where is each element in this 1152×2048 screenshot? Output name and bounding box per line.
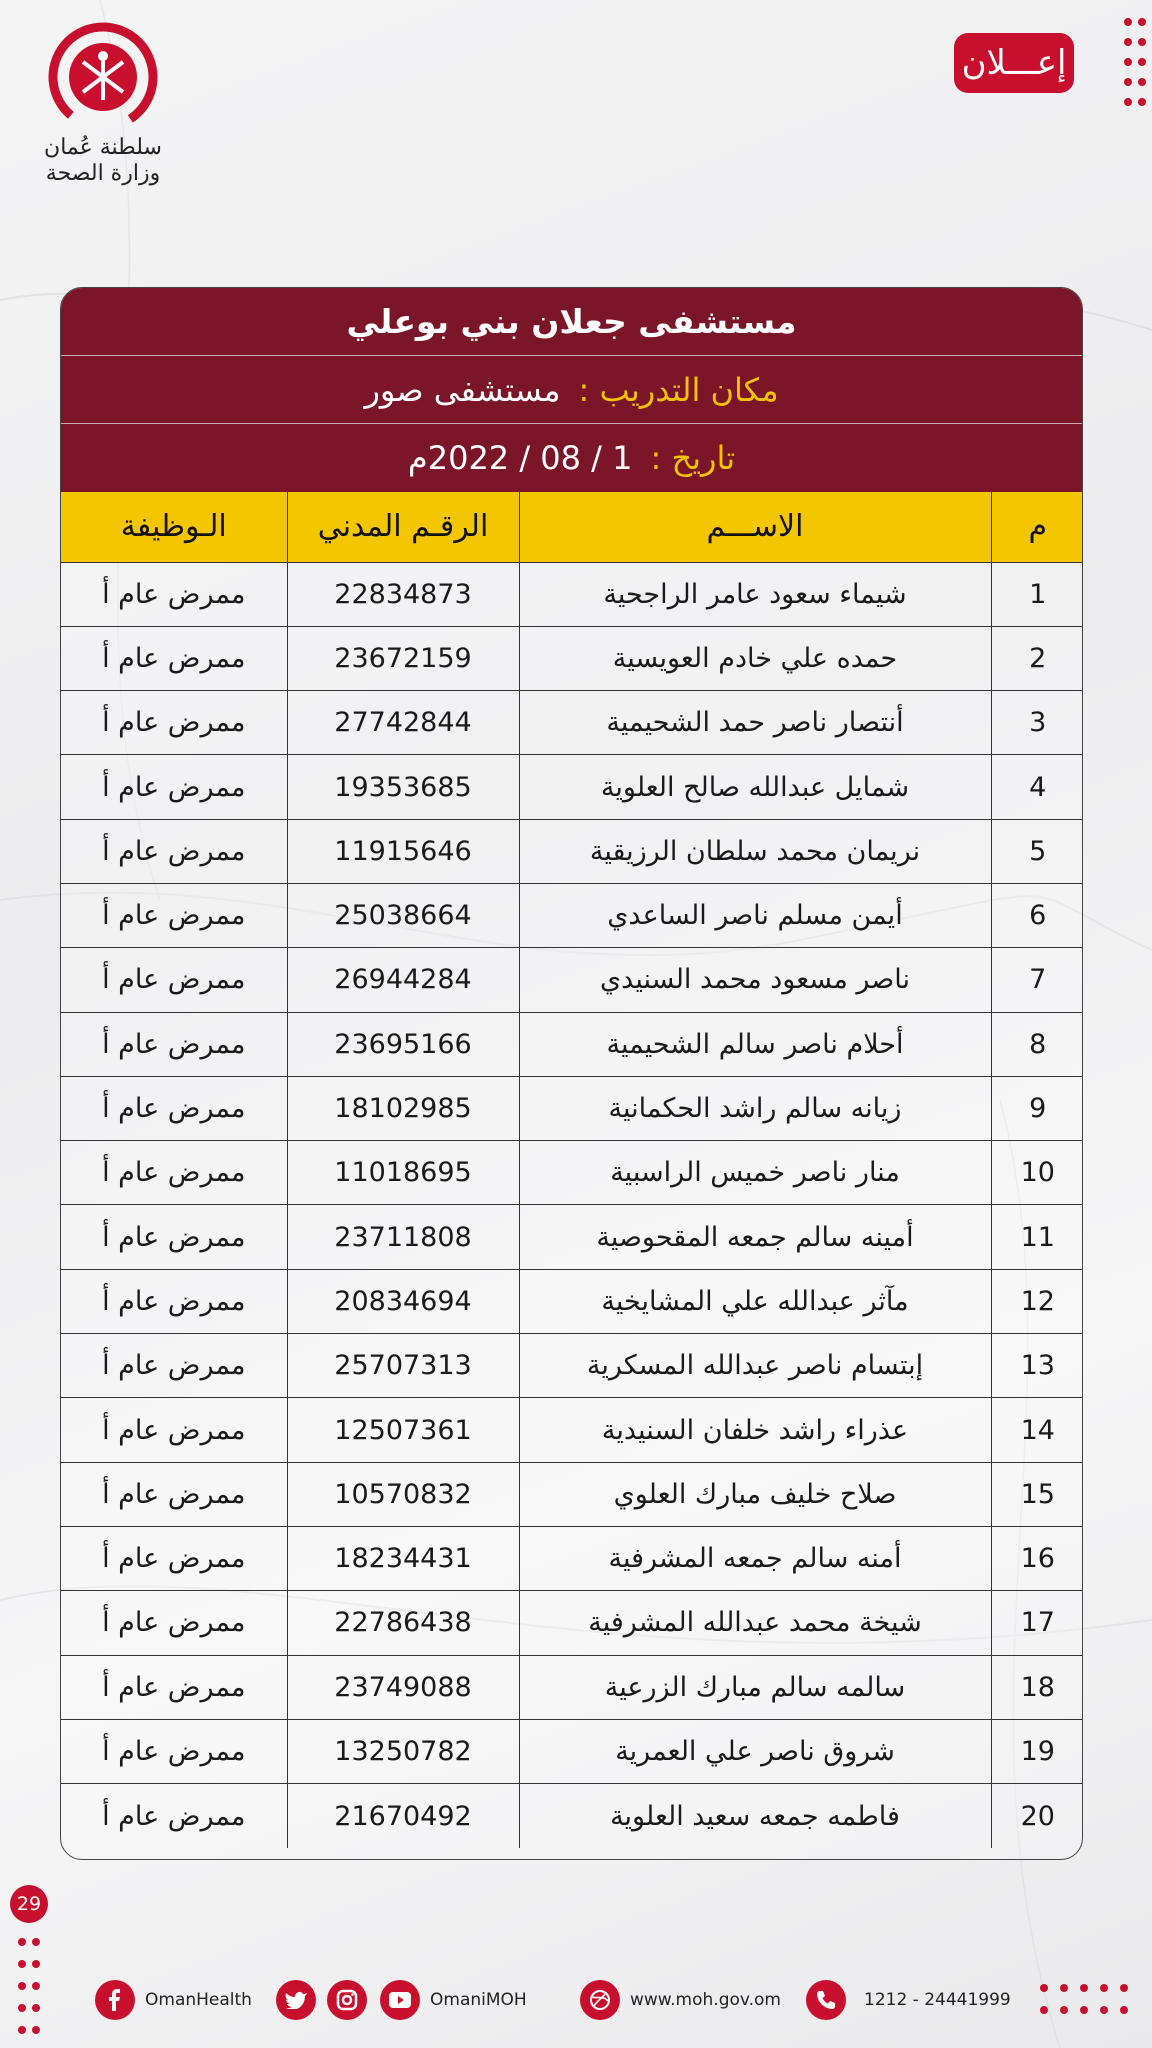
table-row xyxy=(61,1269,1083,1333)
date-row xyxy=(61,424,1082,492)
cell-name: ناصر مسعود محمد السنيدي xyxy=(519,948,991,1012)
website-url: www.moh.gov.om xyxy=(630,1990,781,2010)
cell-name: شمايل عبدالله صالح العلوية xyxy=(519,755,991,819)
cell-job: ممرض عام أ xyxy=(61,1784,287,1848)
facebook-link[interactable] xyxy=(95,1978,252,2022)
table-row xyxy=(61,626,1083,690)
cell-job: ممرض عام أ xyxy=(61,1591,287,1655)
cell-name: عذراء راشد خلفان السنيدية xyxy=(519,1398,991,1462)
table-row xyxy=(61,1012,1083,1076)
youtube-icon xyxy=(380,1980,420,2020)
cell-index: 8 xyxy=(991,1012,1083,1076)
cell-index: 1 xyxy=(991,562,1083,626)
cell-index: 20 xyxy=(991,1784,1083,1848)
twitter-link[interactable] xyxy=(276,1978,316,2022)
cell-job: ممرض عام أ xyxy=(61,1462,287,1526)
header-job: الـوظيفة xyxy=(61,492,287,562)
cell-name: أحلام ناصر سالم الشحيمية xyxy=(519,1012,991,1076)
cell-job: ممرض عام أ xyxy=(61,1269,287,1333)
table-row xyxy=(61,883,1083,947)
phone-icon xyxy=(806,1980,846,2020)
table-row xyxy=(61,562,1083,626)
header-civil-id: الرقـم المدني xyxy=(287,492,519,562)
cell-civil-id: 19353685 xyxy=(287,755,519,819)
cell-name: مآثر عبدالله علي المشايخية xyxy=(519,1269,991,1333)
social-handle: OmaniMOH xyxy=(430,1990,527,2010)
table-row xyxy=(61,819,1083,883)
cell-job: ممرض عام أ xyxy=(61,755,287,819)
cell-civil-id: 27742844 xyxy=(287,691,519,755)
cell-name: صلاح خليف مبارك العلوي xyxy=(519,1462,991,1526)
cell-name: حمده علي خادم العويسية xyxy=(519,626,991,690)
cell-index: 6 xyxy=(991,883,1083,947)
footer-bar xyxy=(0,1978,1152,2028)
cell-job: ممرض عام أ xyxy=(61,626,287,690)
cell-civil-id: 20834694 xyxy=(287,1269,519,1333)
training-place-label: مكان التدريب : xyxy=(578,370,779,409)
cell-civil-id: 22786438 xyxy=(287,1591,519,1655)
cell-index: 4 xyxy=(991,755,1083,819)
table-row xyxy=(61,1398,1083,1462)
cell-index: 14 xyxy=(991,1398,1083,1462)
cell-index: 5 xyxy=(991,819,1083,883)
cell-name: أنتصار ناصر حمد الشحيمية xyxy=(519,691,991,755)
cell-job: ممرض عام أ xyxy=(61,1012,287,1076)
table-row xyxy=(61,1141,1083,1205)
table-row xyxy=(61,1655,1083,1719)
cell-job: ممرض عام أ xyxy=(61,1141,287,1205)
cell-index: 12 xyxy=(991,1269,1083,1333)
cell-job: ممرض عام أ xyxy=(61,1398,287,1462)
table-row xyxy=(61,1526,1083,1590)
cell-job: ممرض عام أ xyxy=(61,1719,287,1783)
cell-name: أمنه سالم جمعه المشرفية xyxy=(519,1526,991,1590)
cell-name: نريمان محمد سلطان الرزيقية xyxy=(519,819,991,883)
cell-civil-id: 21670492 xyxy=(287,1784,519,1848)
cell-name: فاطمه جمعه سعيد العلوية xyxy=(519,1784,991,1848)
cell-job: ممرض عام أ xyxy=(61,1526,287,1590)
globe-icon xyxy=(580,1980,620,2020)
cell-job: ممرض عام أ xyxy=(61,948,287,1012)
table-row xyxy=(61,1334,1083,1398)
cell-civil-id: 18102985 xyxy=(287,1076,519,1140)
cell-job: ممرض عام أ xyxy=(61,1334,287,1398)
table-row xyxy=(61,948,1083,1012)
training-place-value: مستشفى صور xyxy=(364,370,561,409)
instagram-link[interactable] xyxy=(327,1978,367,2022)
announcement-badge: إعـــلان xyxy=(954,33,1074,93)
cell-job: ممرض عام أ xyxy=(61,691,287,755)
cell-index: 13 xyxy=(991,1334,1083,1398)
table-row xyxy=(61,1205,1083,1269)
cell-civil-id: 23711808 xyxy=(287,1205,519,1269)
table-row xyxy=(61,755,1083,819)
facebook-handle: OmanHealth xyxy=(145,1990,252,2010)
phone-link[interactable] xyxy=(806,1978,1011,2022)
cell-civil-id: 23672159 xyxy=(287,626,519,690)
date-label: تاريخ : xyxy=(650,439,736,477)
table-row xyxy=(61,1784,1083,1848)
table-row xyxy=(61,691,1083,755)
trainee-table xyxy=(61,492,1083,1848)
cell-civil-id: 22834873 xyxy=(287,562,519,626)
page-number: 29 xyxy=(10,1885,48,1923)
cell-civil-id: 26944284 xyxy=(287,948,519,1012)
cell-civil-id: 25707313 xyxy=(287,1334,519,1398)
cell-name: شروق ناصر علي العمرية xyxy=(519,1719,991,1783)
cell-index: 18 xyxy=(991,1655,1083,1719)
cell-civil-id: 23749088 xyxy=(287,1655,519,1719)
trainee-list-card xyxy=(60,287,1083,1860)
website-link[interactable] xyxy=(580,1978,781,2022)
cell-civil-id: 12507361 xyxy=(287,1398,519,1462)
cell-civil-id: 13250782 xyxy=(287,1719,519,1783)
cell-civil-id: 11018695 xyxy=(287,1141,519,1205)
cell-job: ممرض عام أ xyxy=(61,1655,287,1719)
cell-name: سالمه سالم مبارك الزرعية xyxy=(519,1655,991,1719)
cell-job: ممرض عام أ xyxy=(61,1205,287,1269)
cell-index: 2 xyxy=(991,626,1083,690)
hospital-title: مستشفى جعلان بني بوعلي xyxy=(61,288,1082,356)
cell-name: زيانه سالم راشد الحكمانية xyxy=(519,1076,991,1140)
cell-name: شيماء سعود عامر الراجحية xyxy=(519,562,991,626)
cell-civil-id: 11915646 xyxy=(287,819,519,883)
cell-name: أمينه سالم جمعه المقحوصية xyxy=(519,1205,991,1269)
cell-civil-id: 25038664 xyxy=(287,883,519,947)
training-place-row xyxy=(61,356,1082,424)
cell-civil-id: 23695166 xyxy=(287,1012,519,1076)
cell-index: 17 xyxy=(991,1591,1083,1655)
cell-index: 11 xyxy=(991,1205,1083,1269)
cell-civil-id: 18234431 xyxy=(287,1526,519,1590)
cell-job: ممرض عام أ xyxy=(61,883,287,947)
cell-index: 3 xyxy=(991,691,1083,755)
cell-name: أيمن مسلم ناصر الساعدي xyxy=(519,883,991,947)
facebook-icon xyxy=(95,1980,135,2020)
header-name: الاســـم xyxy=(519,492,991,562)
phone-number: 1212 - 24441999 xyxy=(864,1990,1011,2010)
table-row xyxy=(61,1591,1083,1655)
cell-index: 15 xyxy=(991,1462,1083,1526)
twitter-icon xyxy=(276,1980,316,2020)
cell-name: منار ناصر خميس الراسبية xyxy=(519,1141,991,1205)
date-value: 1 / 08 / 2022م xyxy=(407,439,633,477)
table-row xyxy=(61,1076,1083,1140)
cell-index: 10 xyxy=(991,1141,1083,1205)
cell-job: ممرض عام أ xyxy=(61,562,287,626)
cell-job: ممرض عام أ xyxy=(61,1076,287,1140)
cell-civil-id: 10570832 xyxy=(287,1462,519,1526)
cell-index: 9 xyxy=(991,1076,1083,1140)
cell-index: 19 xyxy=(991,1719,1083,1783)
cell-name: إبتسام ناصر عبدالله المسكرية xyxy=(519,1334,991,1398)
ministry-logo-text: سلطنة عُمان وزارة الصحة xyxy=(44,135,162,186)
cell-job: ممرض عام أ xyxy=(61,819,287,883)
cell-index: 7 xyxy=(991,948,1083,1012)
instagram-icon xyxy=(327,1980,367,2020)
table-row xyxy=(61,1719,1083,1783)
table-header-row xyxy=(61,492,1083,562)
cell-name: شيخة محمد عبدالله المشرفية xyxy=(519,1591,991,1655)
table-row xyxy=(61,1462,1083,1526)
cell-index: 16 xyxy=(991,1526,1083,1590)
header-index: م xyxy=(991,492,1083,562)
youtube-link[interactable] xyxy=(380,1978,527,2022)
